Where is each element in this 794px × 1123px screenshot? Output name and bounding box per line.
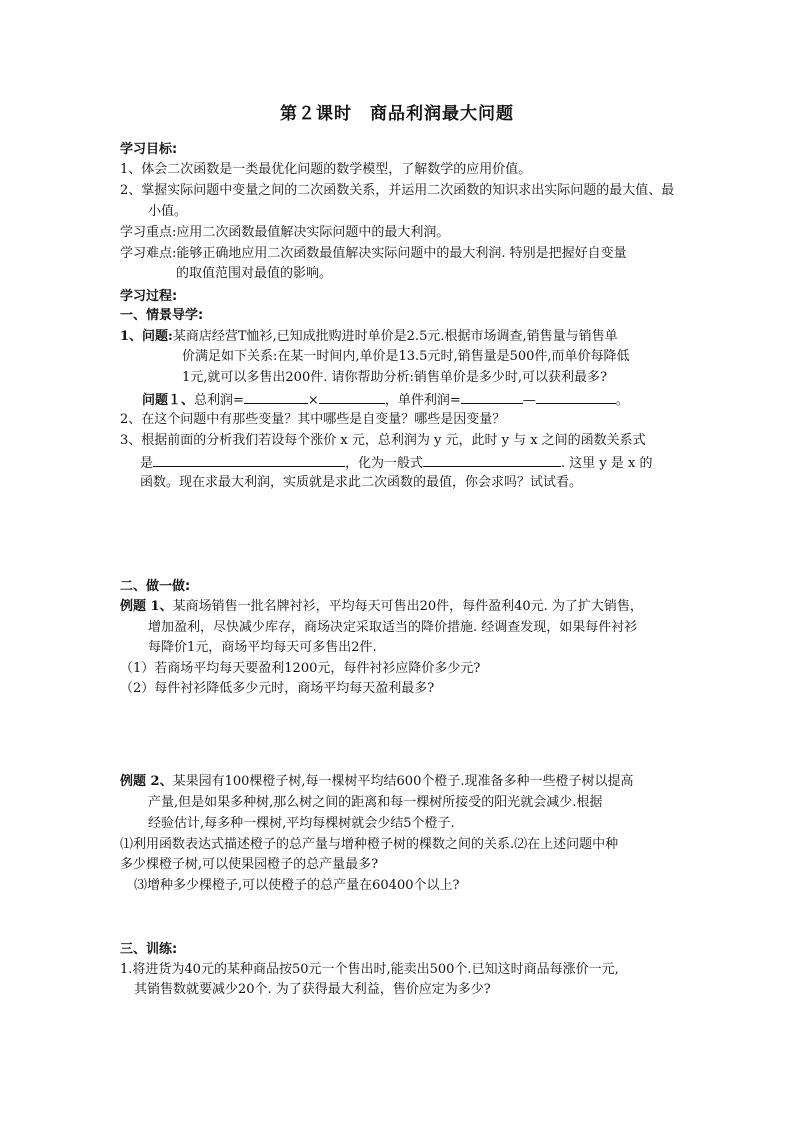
function-relation-blank[interactable] (153, 452, 345, 467)
example-2-label: 例题 2、 (120, 774, 173, 789)
example-1-line-1 (120, 597, 680, 617)
training-1-line-1: 1.将进货为40元的某种商品按50元一个售出时,能卖出500个.已知这时商品每涨价一元, (120, 962, 619, 977)
page-title: 第２课时 商品利润最大问题 (280, 104, 514, 124)
total-profit-label: 总利润= (194, 393, 244, 408)
period: 。 (615, 393, 629, 408)
question-2: 2、在这个问题中有那些变量？其中哪些是自变量？哪些是因变量？ (120, 412, 506, 427)
objective-item-1: 1、体会二次函数是一类最优化问题的数学模型，了解数学的应用价值。 (120, 162, 532, 177)
section2-heading: 二、做一做: (120, 579, 191, 594)
question-1-line-1 (120, 327, 680, 347)
example-2-line-3: 经验估计,每多种一棵树,平均每棵树就会少结5个橙子. (148, 816, 455, 831)
example-1-label: 例题 1、 (120, 599, 173, 614)
objectives-heading: 学习目标: (120, 142, 178, 157)
question-1-line-2: 价满足如下关系:在某一时间内,单价是13.5元时,销售量是500件,而单价每降低 (182, 349, 630, 364)
example-2-question-3: ⑶增种多少棵橙子,可以使橙子的总产量在60400个以上? (134, 878, 460, 893)
unit-profit-label: ，单件利润= (384, 393, 461, 408)
unit-profit-blank-2[interactable] (536, 389, 616, 404)
example-1-text-1: 某商场销售一批名牌衬衫，平均每天可售出20件，每件盈利40元. 为了扩大销售， (172, 599, 643, 614)
example-1-line-2: 增加盈利，尽快减少库存，商场决定采取适当的降价措施. 经调查发现，如果每件衬衫 (148, 620, 638, 635)
section1-heading: 一、情景导学: (120, 308, 204, 323)
minus-sign: — (522, 393, 536, 408)
example-2-line-2: 产量,但是如果多种树,那么树之间的距离和每一棵树所接受的阳光就会减少.根据 (148, 795, 603, 810)
section3-heading: 三、训练: (120, 942, 178, 957)
example-2-line-1 (120, 772, 680, 792)
difficulty-line-1: 学习难点:能够正确地应用二次函数最值解决实际问题中的最大利润. 特别是把握好自变量 (120, 246, 627, 261)
q3-tail: . 这里 y 是 x 的 (561, 456, 653, 471)
question-1-label: 1、问题: (120, 329, 173, 344)
times-sign: × (307, 393, 319, 408)
question-1-line-3: 1元,就可以多售出200件. 请你帮助分析:销售单价是多少时,可以获利最多? (182, 370, 607, 385)
example-1-question-1: （1）若商场平均每天要盈利1200元，每件衬衫应降价多少元? (120, 661, 481, 676)
question-3-line-2 (120, 452, 700, 474)
total-profit-blank-2[interactable] (319, 389, 385, 404)
difficulty-line-2: 的取值范围对最值的影响。 (176, 266, 333, 281)
example-1-question-2: （2）每件衬衫降低多少元时，商场平均每天盈利最多? (120, 681, 435, 696)
q3-is-label: 是 (140, 456, 154, 471)
objective-item-2-cont: 小值。 (148, 204, 188, 219)
process-heading: 学习过程: (120, 289, 178, 304)
problem-1-label: 问题１、 (142, 393, 195, 408)
problem-1-row (120, 389, 702, 411)
objective-item-2: 2、掌握实际问题中变量之间的二次函数关系，并运用二次函数的知识求出实际问题的最大值、最 (120, 183, 675, 198)
example-2-question-2: 多少棵橙子树,可以使果园橙子的总产量最多? (120, 857, 379, 872)
total-profit-blank-1[interactable] (244, 389, 308, 404)
training-1-line-2: 其销售数就要减少20个. 为了获得最大利益，售价应定为多少? (134, 982, 491, 997)
key-point: 学习重点:应用二次函数最值解决实际问题中的最大利润。 (120, 225, 450, 240)
question-1-text-1: 某商店经营T恤衫,已知成批购进时单价是2.5元.根据市场调查,销售量与销售单 (172, 329, 618, 344)
general-form-blank[interactable] (423, 452, 561, 467)
question-3-line-1: 3、根据前面的分析我们若设每个涨价 x 元，总利润为 y 元，此时 y 与 x 之间的函数关系式 (120, 433, 646, 448)
example-1-line-3: 每降价1元，商场平均每天可多售出2件. (148, 640, 377, 655)
example-2-text-1: 某果园有100棵橙子树,每一棵树平均结600个橙子.现准备多种一些橙子树以提高 (172, 774, 634, 789)
question-3-line-3: 函数。现在求最大利润，实质就是求此二次函数的最值，你会求吗？试试看。 (140, 475, 583, 490)
unit-profit-blank-1[interactable] (461, 389, 523, 404)
example-2-question-1: ⑴利用函数表达式描述橙子的总产量与增种橙子树的棵数之间的关系.⑵在上述问题中种 (120, 837, 619, 852)
q3-general-label: ，化为一般式 (345, 456, 424, 471)
